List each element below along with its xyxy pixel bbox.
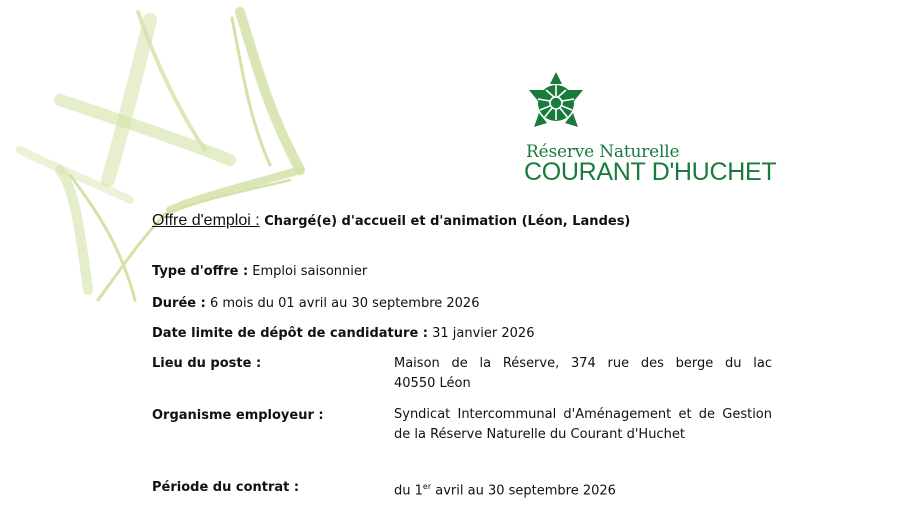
logo-name-line2: COURANT D'HUCHET xyxy=(524,158,777,186)
offer-title-label: Offre d'emploi : xyxy=(152,212,260,229)
green-star-flower-icon xyxy=(524,70,588,136)
organisme-value: Syndicat Intercommunal d'Aménagement et de Gestion de la Réserve Naturelle du Courant d'Huchet xyxy=(394,407,772,442)
deadline-label: Date limite de dépôt de candidature : xyxy=(152,326,428,341)
periode-suffix: avril au 30 septembre 2026 xyxy=(431,483,616,499)
offer-title-text: Chargé(e) d'accueil et d'animation (Léon, Landes) xyxy=(259,214,631,229)
organisme-label: Organisme employeur : xyxy=(152,408,324,423)
type-offre-value: Emploi saisonnier xyxy=(248,264,368,279)
duree-value: 6 mois du 01 avril au 30 septembre 2026 xyxy=(205,296,480,311)
duree-label: Durée : xyxy=(152,296,206,311)
periode-prefix: du 1 xyxy=(394,483,423,499)
periode-label: Période du contrat : xyxy=(152,480,300,495)
lieu-line2: 40550 Léon xyxy=(394,376,471,391)
logo-name-line1: Réserve Naturelle xyxy=(526,142,680,162)
duree-field xyxy=(152,296,479,311)
lieu-label: Lieu du poste : xyxy=(152,356,262,371)
periode-sup: er xyxy=(422,482,432,491)
reserve-logo xyxy=(520,70,780,190)
type-offre-field xyxy=(152,264,367,279)
periode-value xyxy=(394,477,772,501)
lieu-value xyxy=(394,354,772,394)
deadline-value: 31 janvier 2026 xyxy=(427,326,535,341)
lieu-line1: Maison de la Réserve, 374 rue des berge du lac xyxy=(394,356,772,371)
type-offre-label: Type d'offre : xyxy=(152,264,249,279)
offer-title xyxy=(152,210,630,230)
deadline-field xyxy=(152,326,534,341)
